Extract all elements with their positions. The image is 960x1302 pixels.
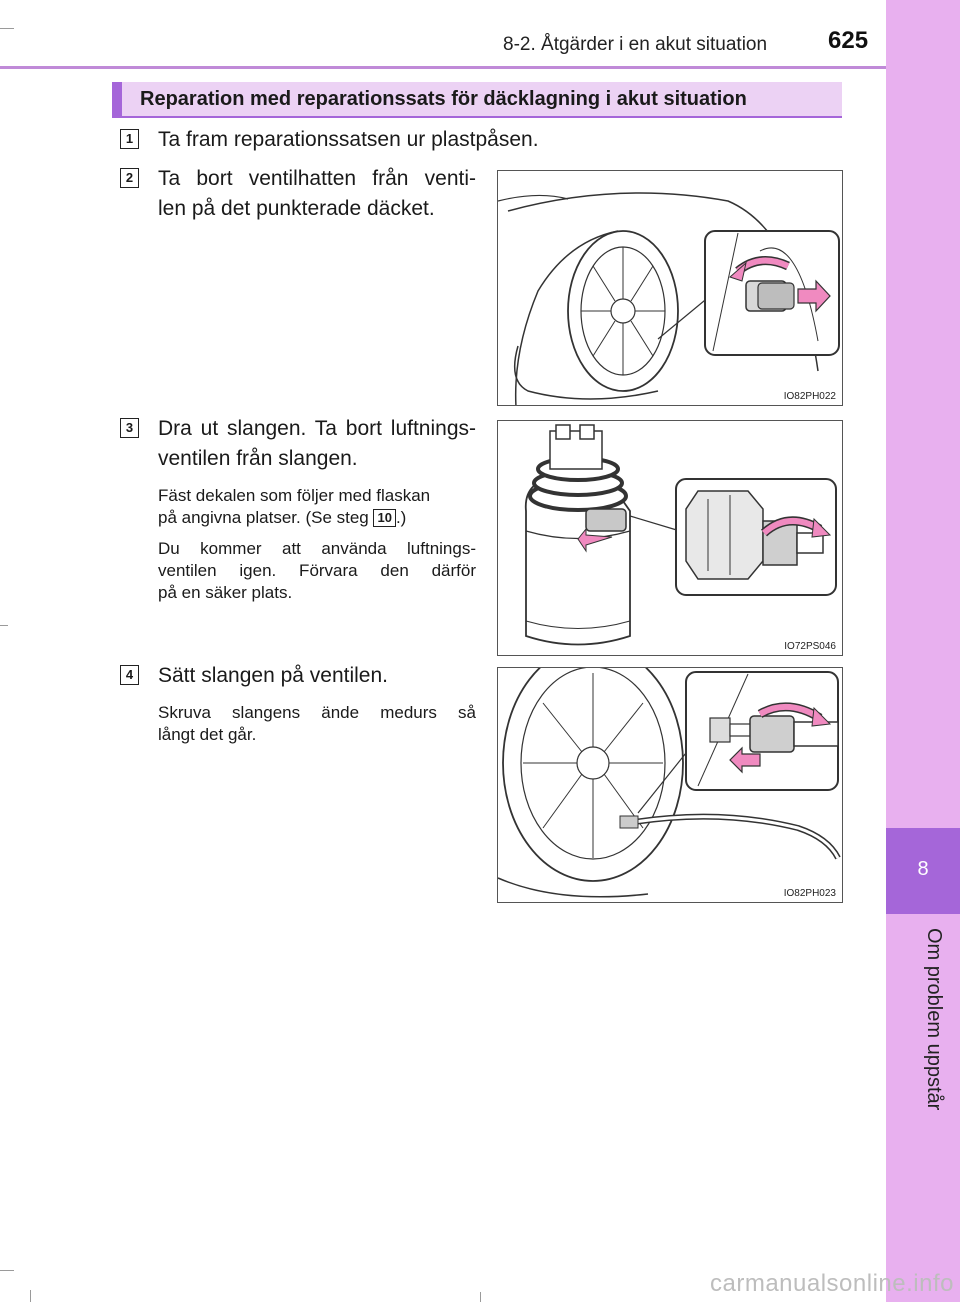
hose-bottle-illustration: [498, 421, 843, 656]
step-4-text: Sätt slangen på ventilen.: [158, 664, 388, 687]
step-3-note-1-close: .): [395, 508, 407, 527]
step-number-1: 1: [120, 129, 139, 149]
step-number-3: 3: [120, 418, 139, 438]
step-3-note-2-line-1: Du kommer att använda luftnings-: [158, 539, 476, 558]
figure-code-1: IO82PH022: [783, 391, 836, 402]
step-3-note-1-line-2: [158, 507, 406, 528]
step-ref-10[interactable]: 10: [373, 509, 395, 527]
header-section-ref: 8-2. Åtgärder i en akut situation: [503, 34, 768, 55]
header-divider: [0, 66, 886, 69]
step-4-note-line-2: långt det går.: [158, 725, 257, 744]
sidebar-chapter-title: Om problem uppstår: [923, 928, 945, 1111]
figure-code-3: IO82PH023: [783, 888, 836, 899]
step-2-line-1: Ta bort ventilhatten från venti-: [158, 167, 476, 190]
step-3-note-2-line-2: ventilen igen. Förvara den därför: [158, 561, 476, 580]
hose-valve-illustration: [498, 668, 843, 903]
crop-mark: [480, 1292, 481, 1302]
figure-code-2: IO72PS046: [784, 641, 836, 652]
step-2-line-2: len på det punkterade däcket.: [158, 197, 435, 220]
sidebar-tab-upper: [886, 0, 960, 828]
step-1-text: Ta fram reparationssatsen ur plastpåsen.: [158, 128, 539, 151]
section-title: Reparation med reparationssats för däcklagning i akut situation: [140, 88, 747, 110]
figure-hose-valve: [497, 667, 843, 903]
crop-mark: [0, 625, 8, 626]
crop-mark: [0, 1270, 14, 1271]
step-3-line-1: Dra ut slangen. Ta bort luftnings-: [158, 417, 476, 440]
section-heading-bar: [112, 82, 842, 118]
step-3-note-1-text: på angivna platser. (Se steg: [158, 508, 374, 527]
figure-hose-bottle: [497, 420, 843, 656]
crop-mark: [0, 28, 14, 29]
step-number-4: 4: [120, 665, 139, 685]
figure-valve-cap: [497, 170, 843, 406]
step-3-note-1-line-1: Fäst dekalen som följer med flaskan: [158, 486, 431, 505]
step-number-2: 2: [120, 168, 139, 188]
step-3-note-2-line-3: på en säker plats.: [158, 583, 293, 602]
sidebar-chapter-number: 8: [917, 858, 929, 880]
crop-mark: [30, 1290, 31, 1302]
page-number: 625: [828, 27, 869, 54]
watermark: carmanualsonline.info: [710, 1270, 954, 1297]
valve-cap-illustration: [498, 171, 843, 406]
step-4-note-line-1: Skruva slangens ände medurs så: [158, 703, 476, 722]
step-3-line-2: ventilen från slangen.: [158, 447, 358, 470]
